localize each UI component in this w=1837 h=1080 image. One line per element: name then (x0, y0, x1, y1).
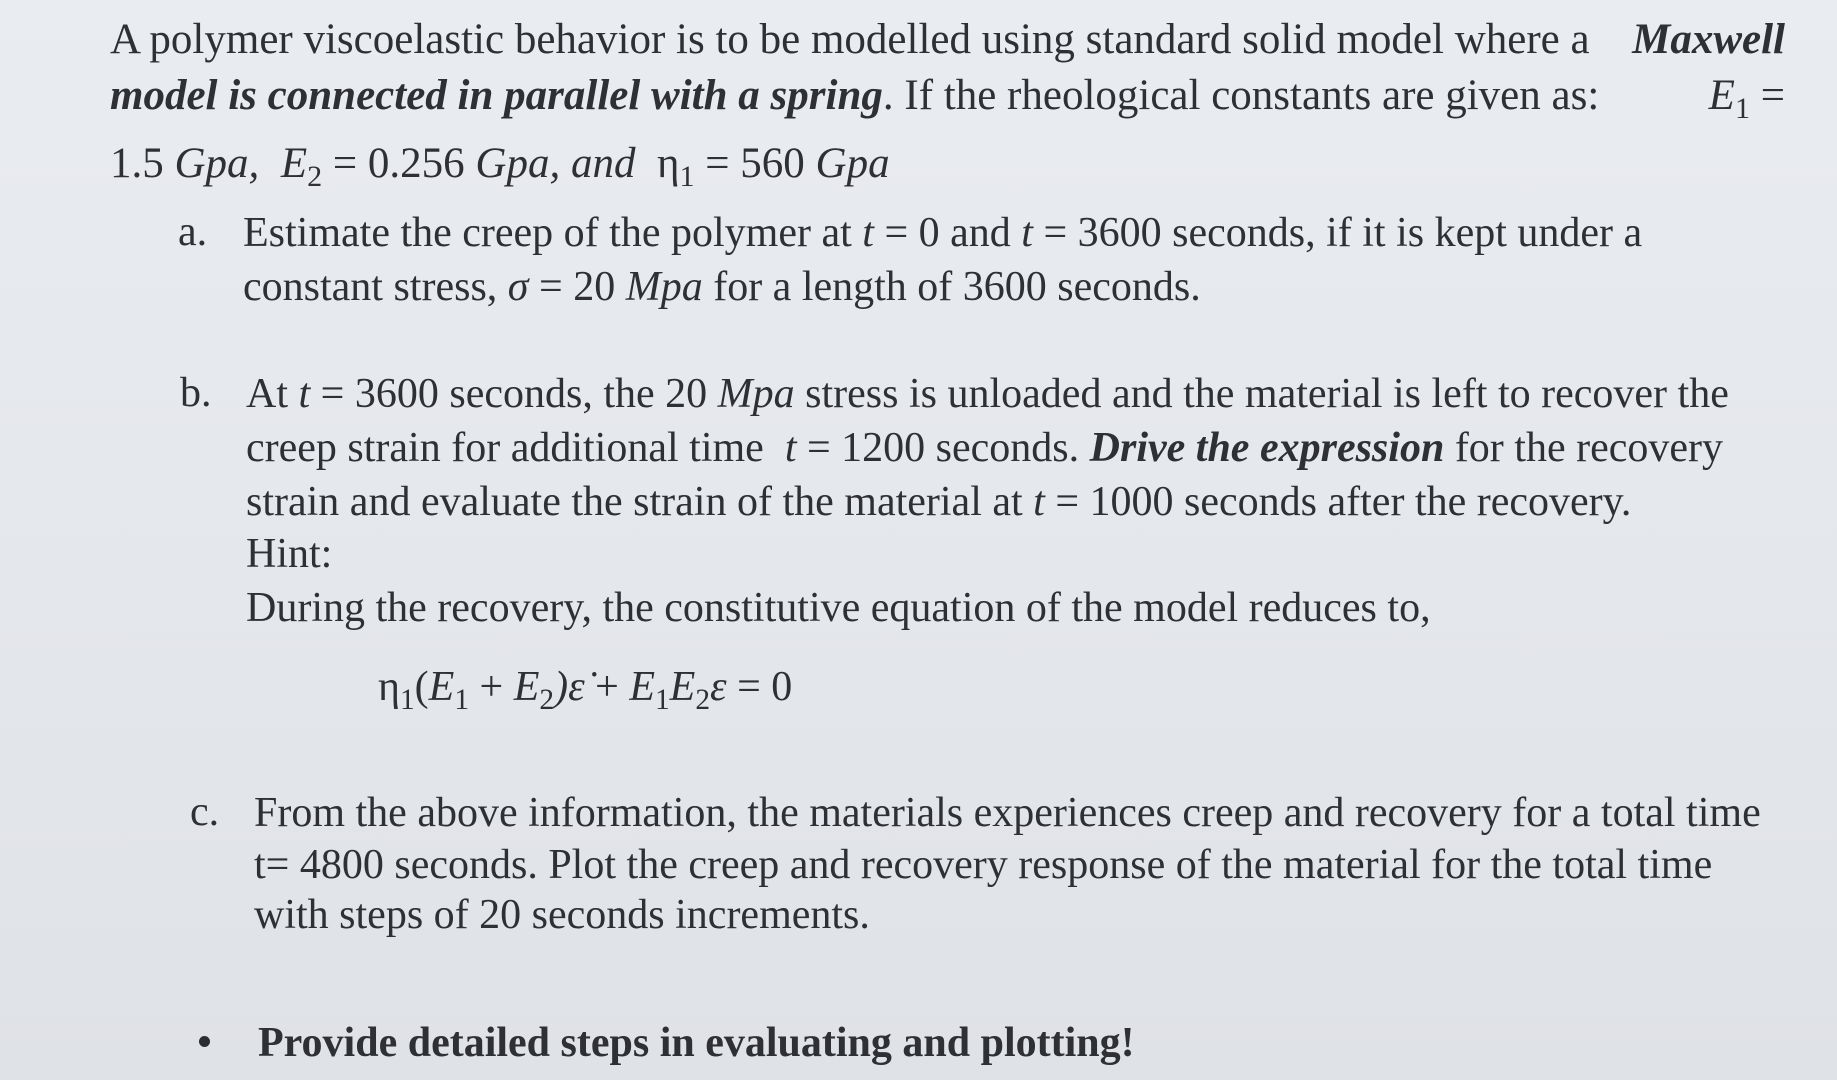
problem-intro (110, 12, 1790, 204)
e1-subscript: 1 (654, 683, 670, 716)
constitutive-equation (378, 663, 792, 717)
t-symbol: t (862, 210, 874, 256)
e1-unit: Gpa, (174, 140, 260, 188)
instruction-text: Provide detailed steps in evaluating and plotting! (258, 1020, 1135, 1066)
intro-line-2 (110, 68, 1785, 136)
t-symbol: t (1033, 479, 1045, 525)
hint-text: During the recovery, the constitutive equation of the model reduces to, (246, 585, 1431, 631)
eta-subscript: 1 (399, 683, 415, 716)
part-a-text: for a length of 3600 seconds. (713, 264, 1201, 310)
stress-unit: Mpa (717, 371, 795, 417)
part-b-text: strain and evaluate the strain of the material at (246, 479, 1023, 525)
eta1-value: = 560 (705, 140, 805, 188)
eta-symbol: η (378, 664, 400, 710)
e2-unit: Gpa, and (475, 140, 636, 188)
part-a-text: = 0 and (884, 210, 1011, 256)
t-symbol: t (298, 371, 311, 417)
e1-subscript: 1 (1734, 91, 1750, 126)
plus-sign: + (479, 664, 504, 710)
e2-subscript: 2 (695, 683, 711, 716)
e2-value: = 0.256 (332, 140, 465, 188)
paren: ( (414, 664, 429, 710)
model-description: model is connected in parallel with a spring (110, 72, 883, 119)
part-b-text: At (246, 371, 288, 417)
maxwell-term: Maxwell (1632, 16, 1785, 63)
e1-symbol: E (629, 664, 655, 710)
part-c-line-3: with steps of 20 seconds increments. (254, 892, 870, 938)
e1-symbol: E (428, 664, 455, 710)
equals-zero: = 0 (737, 664, 793, 710)
eta1-symbol: η (656, 140, 680, 188)
e1-value: 1.5 (110, 140, 164, 188)
e2-subscript: 2 (307, 159, 323, 194)
part-b-line-2 (246, 421, 1723, 475)
e1-subscript: 1 (454, 683, 470, 716)
part-b-line-3 (246, 475, 1631, 529)
e2-subscript: 2 (539, 683, 555, 716)
part-c-line-1: From the above information, the materials experiences creep and recovery for a total time (254, 790, 1761, 836)
intro-text: A polymer viscoelastic behavior is to be modelled using standard solid model where a (110, 16, 1590, 63)
part-a-text: Estimate the creep of the polymer at (243, 210, 852, 256)
part-c-label: c. (190, 789, 220, 835)
part-a-text: constant stress, (243, 264, 498, 310)
part-c-line-2: t= 4800 seconds. Plot the creep and recovery response of the material for the total time (254, 842, 1713, 888)
sigma-symbol: σ (507, 264, 529, 310)
stress-unit: Mpa (625, 264, 703, 310)
stress-value: = 20 (539, 264, 616, 310)
part-a-line-1 (243, 206, 1642, 260)
part-b-text: = 1200 seconds. (806, 425, 1080, 471)
part-a-line-2 (243, 260, 1201, 314)
part-a-text: = 3600 seconds, if it is kept under a (1043, 210, 1643, 256)
bullet-icon (199, 1036, 210, 1047)
e1-symbol: E (1708, 72, 1735, 119)
intro-line-1 (110, 12, 1785, 68)
part-b-text: = 3600 seconds, the 20 (320, 371, 708, 417)
intro-line-3 (110, 136, 1790, 204)
part-a-label: a. (178, 209, 208, 255)
t-symbol: t (1021, 210, 1033, 256)
part-b-text: creep strain for additional time (246, 425, 764, 471)
intro-text: . If the rheological constants are given as: (882, 72, 1600, 119)
part-b-text: = 1000 seconds after the recovery. (1055, 479, 1632, 525)
part-b-text: stress is unloaded and the material is left to recover the (805, 371, 1729, 417)
eta1-subscript: 1 (679, 159, 695, 194)
part-b-line-1 (246, 367, 1729, 421)
e2-symbol: E (280, 140, 308, 188)
strain-rate-symbol: )ε̇ (554, 664, 585, 710)
t-symbol: t (784, 425, 797, 471)
plus-sign: + (595, 664, 619, 710)
strain-symbol: ε (710, 664, 727, 710)
hint-label: Hint: (246, 531, 333, 577)
part-b-label: b. (180, 370, 212, 416)
e2-symbol: E (669, 664, 696, 710)
part-b-text: for the recovery (1454, 425, 1723, 471)
drive-expression-emphasis: Drive the expression (1089, 425, 1445, 471)
e2-symbol: E (513, 664, 540, 710)
equals-sign: = (1760, 72, 1785, 119)
eta1-unit: Gpa (815, 140, 890, 188)
